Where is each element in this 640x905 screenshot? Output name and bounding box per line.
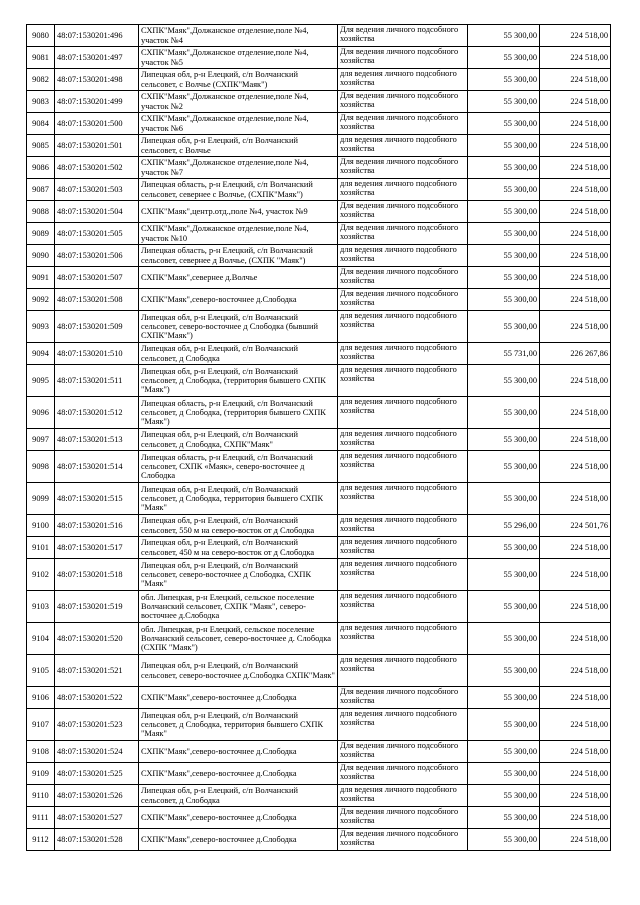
permitted-use-cell: Для ведения личного подсобного хозяйства <box>338 763 468 785</box>
table-row <box>27 807 611 829</box>
location-cell: Липецкая область, р-н Елецкий, с/п Волчанский сельсовет, д Слободка, (территория бывшего СХПК "Маяк") <box>139 397 338 429</box>
cadastral-number-cell: 48:07:1530201:521 <box>55 655 139 687</box>
location-cell: обл. Липецкая, р-н Елецкий, сельское поселение Волчанский сельсовет, северо-восточнее д. Слободка (СХПК "Маяк") <box>139 623 338 655</box>
permitted-use-cell: Для ведения личного подсобного хозяйства <box>338 289 468 311</box>
permitted-use-cell: Для ведения личного подсобного хозяйства <box>338 741 468 763</box>
cadastral-number-cell: 48:07:1530201:517 <box>55 537 139 559</box>
row-number-cell: 9097 <box>27 429 55 451</box>
table-row <box>27 69 611 91</box>
cadastral-value-cell: 224 518,00 <box>540 559 611 591</box>
row-number-cell: 9108 <box>27 741 55 763</box>
table-row <box>27 25 611 47</box>
permitted-use-cell: для ведения личного подсобного хозяйства <box>338 451 468 483</box>
cadastral-number-cell: 48:07:1530201:519 <box>55 591 139 623</box>
location-cell: СХПК"Маяк",северо-восточнее д.Слободка <box>139 289 338 311</box>
location-cell: Липецкая обл, р-н Елецкий, с/п Волчанский сельсовет, д Слободка <box>139 785 338 807</box>
area-cell: 55 300,00 <box>468 223 540 245</box>
cadastral-number-cell: 48:07:1530201:513 <box>55 429 139 451</box>
area-cell: 55 300,00 <box>468 829 540 851</box>
table-row <box>27 429 611 451</box>
permitted-use-cell: для ведения личного подсобного хозяйства <box>338 135 468 157</box>
cadastral-value-cell: 226 267,86 <box>540 343 611 365</box>
row-number-cell: 9099 <box>27 483 55 515</box>
permitted-use-cell: для ведения личного подсобного хозяйства <box>338 591 468 623</box>
row-number-cell: 9082 <box>27 69 55 91</box>
row-number-cell: 9103 <box>27 591 55 623</box>
location-cell: СХПК"Маяк",Должанское отделение,поле №4, участок №2 <box>139 91 338 113</box>
row-number-cell: 9093 <box>27 311 55 343</box>
cadastral-value-cell: 224 518,00 <box>540 135 611 157</box>
cadastral-value-cell: 224 518,00 <box>540 741 611 763</box>
cadastral-number-cell: 48:07:1530201:511 <box>55 365 139 397</box>
location-cell: СХПК"Маяк",Должанское отделение,поле №4, участок №7 <box>139 157 338 179</box>
table-row <box>27 91 611 113</box>
table-row <box>27 515 611 537</box>
cadastral-value-cell: 224 518,00 <box>540 829 611 851</box>
location-cell: СХПК"Маяк",северо-восточнее д.Слободка <box>139 741 338 763</box>
table-row <box>27 591 611 623</box>
table-row <box>27 179 611 201</box>
table-row <box>27 559 611 591</box>
permitted-use-cell: Для ведения личного подсобного хозяйства <box>338 25 468 47</box>
row-number-cell: 9100 <box>27 515 55 537</box>
area-cell: 55 300,00 <box>468 311 540 343</box>
permitted-use-cell: для ведения личного подсобного хозяйства <box>338 709 468 741</box>
permitted-use-cell: для ведения личного подсобного хозяйства <box>338 515 468 537</box>
cadastral-number-cell: 48:07:1530201:496 <box>55 25 139 47</box>
row-number-cell: 9104 <box>27 623 55 655</box>
cadastral-value-cell: 224 518,00 <box>540 591 611 623</box>
row-number-cell: 9092 <box>27 289 55 311</box>
cadastral-value-cell: 224 518,00 <box>540 267 611 289</box>
row-number-cell: 9109 <box>27 763 55 785</box>
cadastral-number-cell: 48:07:1530201:499 <box>55 91 139 113</box>
location-cell: СХПК"Маяк",северо-восточнее д.Слободка <box>139 763 338 785</box>
row-number-cell: 9089 <box>27 223 55 245</box>
area-cell: 55 300,00 <box>468 741 540 763</box>
permitted-use-cell: Для ведения личного подсобного хозяйства <box>338 47 468 69</box>
cadastral-number-cell: 48:07:1530201:501 <box>55 135 139 157</box>
table-row <box>27 397 611 429</box>
cadastral-number-cell: 48:07:1530201:522 <box>55 687 139 709</box>
location-cell: Липецкая обл, р-н Елецкий, с/п Волчанский сельсовет, д Слободка, территория бывшего СХПК "Маяк" <box>139 483 338 515</box>
table-row <box>27 311 611 343</box>
location-cell: СХПК"Маяк",Должанское отделение,поле №4, участок №5 <box>139 47 338 69</box>
permitted-use-cell: для ведения личного подсобного хозяйства <box>338 537 468 559</box>
land-plots-table <box>26 24 611 851</box>
cadastral-number-cell: 48:07:1530201:510 <box>55 343 139 365</box>
table-row <box>27 201 611 223</box>
cadastral-value-cell: 224 518,00 <box>540 655 611 687</box>
cadastral-number-cell: 48:07:1530201:512 <box>55 397 139 429</box>
location-cell: Липецкая обл, р-н Елецкий, с/п Волчанский сельсовет, д Слободка, СХПК"Маяк" <box>139 429 338 451</box>
cadastral-number-cell: 48:07:1530201:527 <box>55 807 139 829</box>
cadastral-number-cell: 48:07:1530201:503 <box>55 179 139 201</box>
area-cell: 55 300,00 <box>468 537 540 559</box>
area-cell: 55 300,00 <box>468 483 540 515</box>
permitted-use-cell: для ведения личного подсобного хозяйства <box>338 365 468 397</box>
cadastral-value-cell: 224 518,00 <box>540 537 611 559</box>
row-number-cell: 9094 <box>27 343 55 365</box>
cadastral-value-cell: 224 518,00 <box>540 157 611 179</box>
area-cell: 55 300,00 <box>468 157 540 179</box>
cadastral-number-cell: 48:07:1530201:516 <box>55 515 139 537</box>
table-row <box>27 135 611 157</box>
cadastral-number-cell: 48:07:1530201:518 <box>55 559 139 591</box>
cadastral-value-cell: 224 518,00 <box>540 807 611 829</box>
table-row <box>27 223 611 245</box>
location-cell: СХПК"Маяк",севернее д.Волчье <box>139 267 338 289</box>
table-row <box>27 785 611 807</box>
cadastral-number-cell: 48:07:1530201:524 <box>55 741 139 763</box>
location-cell: Липецкая обл, р-н Елецкий, с/п Волчанский сельсовет, с Волчье <box>139 135 338 157</box>
permitted-use-cell: для ведения личного подсобного хозяйства <box>338 245 468 267</box>
cadastral-number-cell: 48:07:1530201:506 <box>55 245 139 267</box>
area-cell: 55 300,00 <box>468 47 540 69</box>
location-cell: Липецкая обл, р-н Елецкий, с/п Волчанский сельсовет, северо-восточнее д Слободка, СХПК "Маяк" <box>139 559 338 591</box>
permitted-use-cell: Для ведения личного подсобного хозяйства <box>338 807 468 829</box>
area-cell: 55 300,00 <box>468 69 540 91</box>
cadastral-value-cell: 224 518,00 <box>540 365 611 397</box>
permitted-use-cell: Для ведения личного подсобного хозяйства <box>338 157 468 179</box>
permitted-use-cell: для ведения личного подсобного хозяйства <box>338 179 468 201</box>
table-row <box>27 483 611 515</box>
row-number-cell: 9112 <box>27 829 55 851</box>
area-cell: 55 300,00 <box>468 623 540 655</box>
cadastral-value-cell: 224 518,00 <box>540 483 611 515</box>
table-body <box>27 25 611 851</box>
table-row <box>27 113 611 135</box>
table-row <box>27 343 611 365</box>
area-cell: 55 300,00 <box>468 201 540 223</box>
cadastral-value-cell: 224 518,00 <box>540 69 611 91</box>
row-number-cell: 9102 <box>27 559 55 591</box>
cadastral-number-cell: 48:07:1530201:514 <box>55 451 139 483</box>
row-number-cell: 9091 <box>27 267 55 289</box>
row-number-cell: 9107 <box>27 709 55 741</box>
row-number-cell: 9098 <box>27 451 55 483</box>
cadastral-value-cell: 224 518,00 <box>540 25 611 47</box>
row-number-cell: 9083 <box>27 91 55 113</box>
cadastral-value-cell: 224 518,00 <box>540 47 611 69</box>
location-cell: СХПК"Маяк",северо-восточнее д.Слободка <box>139 687 338 709</box>
cadastral-number-cell: 48:07:1530201:525 <box>55 763 139 785</box>
location-cell: Липецкая область, р-н Елецкий, с/п Волчанский сельсовет, севернее с Волчье, (СХПК"Маяк") <box>139 179 338 201</box>
row-number-cell: 9085 <box>27 135 55 157</box>
area-cell: 55 731,00 <box>468 343 540 365</box>
cadastral-number-cell: 48:07:1530201:515 <box>55 483 139 515</box>
area-cell: 55 300,00 <box>468 429 540 451</box>
permitted-use-cell: Для ведения личного подсобного хозяйства <box>338 113 468 135</box>
row-number-cell: 9084 <box>27 113 55 135</box>
row-number-cell: 9105 <box>27 655 55 687</box>
area-cell: 55 300,00 <box>468 763 540 785</box>
area-cell: 55 300,00 <box>468 807 540 829</box>
table-row <box>27 537 611 559</box>
location-cell: Липецкая обл, р-н Елецкий, с/п Волчанский сельсовет, д Слободка, территория бывшего СХПК "Маяк" <box>139 709 338 741</box>
cadastral-number-cell: 48:07:1530201:507 <box>55 267 139 289</box>
area-cell: 55 300,00 <box>468 397 540 429</box>
table-row <box>27 687 611 709</box>
location-cell: СХПК"Маяк",северо-восточнее д.Слободка <box>139 807 338 829</box>
permitted-use-cell: для ведения личного подсобного хозяйства <box>338 429 468 451</box>
area-cell: 55 300,00 <box>468 451 540 483</box>
table-row <box>27 741 611 763</box>
cadastral-value-cell: 224 518,00 <box>540 623 611 655</box>
location-cell: Липецкая обл, р-н Елецкий, с/п Волчанский сельсовет, северо-восточнее д.Слободка СХПК"Маяк" <box>139 655 338 687</box>
area-cell: 55 300,00 <box>468 245 540 267</box>
location-cell: Липецкая обл, р-н Елецкий, с/п Волчанский сельсовет, д Слободка, (территория бывшего СХПК "Маяк") <box>139 365 338 397</box>
row-number-cell: 9081 <box>27 47 55 69</box>
table-row <box>27 451 611 483</box>
cadastral-number-cell: 48:07:1530201:497 <box>55 47 139 69</box>
cadastral-number-cell: 48:07:1530201:526 <box>55 785 139 807</box>
permitted-use-cell: для ведения личного подсобного хозяйства <box>338 785 468 807</box>
cadastral-number-cell: 48:07:1530201:505 <box>55 223 139 245</box>
area-cell: 55 300,00 <box>468 687 540 709</box>
area-cell: 55 300,00 <box>468 113 540 135</box>
table-row <box>27 763 611 785</box>
cadastral-number-cell: 48:07:1530201:502 <box>55 157 139 179</box>
location-cell: Липецкая обл, р-н Елецкий, с/п Волчанский сельсовет, 550 м на северо-восток от д Слободка <box>139 515 338 537</box>
table-row <box>27 829 611 851</box>
cadastral-value-cell: 224 518,00 <box>540 397 611 429</box>
area-cell: 55 300,00 <box>468 25 540 47</box>
location-cell: СХПК"Маяк",центр.отд.,поле №4, участок №9 <box>139 201 338 223</box>
area-cell: 55 300,00 <box>468 365 540 397</box>
row-number-cell: 9096 <box>27 397 55 429</box>
permitted-use-cell: Для ведения личного подсобного хозяйства <box>338 829 468 851</box>
permitted-use-cell: Для ведения личного подсобного хозяйства <box>338 267 468 289</box>
cadastral-number-cell: 48:07:1530201:520 <box>55 623 139 655</box>
permitted-use-cell: Для ведения личного подсобного хозяйства <box>338 223 468 245</box>
cadastral-number-cell: 48:07:1530201:498 <box>55 69 139 91</box>
location-cell: СХПК"Маяк",северо-восточнее д.Слободка <box>139 829 338 851</box>
cadastral-value-cell: 224 518,00 <box>540 179 611 201</box>
location-cell: Липецкая обл, р-н Елецкий, с/п Волчанский сельсовет, северо-восточнее д Слободка (бывший СХПК"Маяк") <box>139 311 338 343</box>
area-cell: 55 300,00 <box>468 559 540 591</box>
row-number-cell: 9087 <box>27 179 55 201</box>
row-number-cell: 9110 <box>27 785 55 807</box>
permitted-use-cell: для ведения личного подсобного хозяйства <box>338 69 468 91</box>
permitted-use-cell: для ведения личного подсобного хозяйства <box>338 655 468 687</box>
cadastral-value-cell: 224 518,00 <box>540 91 611 113</box>
location-cell: Липецкая область, р-н Елецкий, с/п Волчанский сельсовет, севернее д Волчье, (СХПК "Маяк") <box>139 245 338 267</box>
permitted-use-cell: для ведения личного подсобного хозяйства <box>338 343 468 365</box>
table-row <box>27 709 611 741</box>
row-number-cell: 9095 <box>27 365 55 397</box>
row-number-cell: 9111 <box>27 807 55 829</box>
cadastral-number-cell: 48:07:1530201:508 <box>55 289 139 311</box>
row-number-cell: 9080 <box>27 25 55 47</box>
area-cell: 55 300,00 <box>468 289 540 311</box>
location-cell: Липецкая область, р-н Елецкий, с/п Волчанский сельсовет, СХПК «Маяк», северо-восточнее д Слободка <box>139 451 338 483</box>
row-number-cell: 9090 <box>27 245 55 267</box>
row-number-cell: 9088 <box>27 201 55 223</box>
location-cell: СХПК"Маяк",Должанское отделение,поле №4, участок №4 <box>139 25 338 47</box>
table-row <box>27 289 611 311</box>
area-cell: 55 300,00 <box>468 785 540 807</box>
table-row <box>27 655 611 687</box>
cadastral-value-cell: 224 501,76 <box>540 515 611 537</box>
permitted-use-cell: для ведения личного подсобного хозяйства <box>338 311 468 343</box>
cadastral-value-cell: 224 518,00 <box>540 709 611 741</box>
cadastral-number-cell: 48:07:1530201:528 <box>55 829 139 851</box>
area-cell: 55 300,00 <box>468 591 540 623</box>
cadastral-value-cell: 224 518,00 <box>540 451 611 483</box>
cadastral-value-cell: 224 518,00 <box>540 113 611 135</box>
cadastral-value-cell: 224 518,00 <box>540 311 611 343</box>
table-row <box>27 267 611 289</box>
cadastral-number-cell: 48:07:1530201:509 <box>55 311 139 343</box>
area-cell: 55 300,00 <box>468 91 540 113</box>
cadastral-value-cell: 224 518,00 <box>540 223 611 245</box>
cadastral-value-cell: 224 518,00 <box>540 785 611 807</box>
cadastral-value-cell: 224 518,00 <box>540 687 611 709</box>
row-number-cell: 9106 <box>27 687 55 709</box>
location-cell: СХПК"Маяк",Должанское отделение,поле №4, участок №6 <box>139 113 338 135</box>
cadastral-value-cell: 224 518,00 <box>540 763 611 785</box>
cadastral-value-cell: 224 518,00 <box>540 245 611 267</box>
area-cell: 55 300,00 <box>468 709 540 741</box>
location-cell: СХПК"Маяк",Должанское отделение,поле №4, участок №10 <box>139 223 338 245</box>
cadastral-value-cell: 224 518,00 <box>540 429 611 451</box>
location-cell: Липецкая обл, р-н Елецкий, с/п Волчанский сельсовет, 450 м на северо-восток от д Слободка <box>139 537 338 559</box>
cadastral-number-cell: 48:07:1530201:500 <box>55 113 139 135</box>
location-cell: обл. Липецкая, р-н Елецкий, сельское поселение Волчанский сельсовет, СХПК "Маяк", северо-восточнее д.Слободка <box>139 591 338 623</box>
permitted-use-cell: Для ведения личного подсобного хозяйства <box>338 91 468 113</box>
cadastral-value-cell: 224 518,00 <box>540 289 611 311</box>
permitted-use-cell: для ведения личного подсобного хозяйства <box>338 397 468 429</box>
location-cell: Липецкая обл, р-н Елецкий, с/п Волчанский сельсовет, д Слободка <box>139 343 338 365</box>
cadastral-number-cell: 48:07:1530201:504 <box>55 201 139 223</box>
table-row <box>27 365 611 397</box>
permitted-use-cell: для ведения личного подсобного хозяйства <box>338 483 468 515</box>
table-row <box>27 157 611 179</box>
area-cell: 55 300,00 <box>468 179 540 201</box>
area-cell: 55 300,00 <box>468 655 540 687</box>
area-cell: 55 296,00 <box>468 515 540 537</box>
cadastral-value-cell: 224 518,00 <box>540 201 611 223</box>
permitted-use-cell: Для ведения личного подсобного хозяйства <box>338 201 468 223</box>
table-row <box>27 245 611 267</box>
permitted-use-cell: для ведения личного подсобного хозяйства <box>338 559 468 591</box>
area-cell: 55 300,00 <box>468 267 540 289</box>
row-number-cell: 9101 <box>27 537 55 559</box>
location-cell: Липецкая обл, р-н Елецкий, с/п Волчанский сельсовет, с Волчье (СХПК"Маяк") <box>139 69 338 91</box>
area-cell: 55 300,00 <box>468 135 540 157</box>
row-number-cell: 9086 <box>27 157 55 179</box>
table-row <box>27 623 611 655</box>
permitted-use-cell: Для ведения личного подсобного хозяйства <box>338 687 468 709</box>
permitted-use-cell: для ведения личного подсобного хозяйства <box>338 623 468 655</box>
cadastral-number-cell: 48:07:1530201:523 <box>55 709 139 741</box>
table-row <box>27 47 611 69</box>
